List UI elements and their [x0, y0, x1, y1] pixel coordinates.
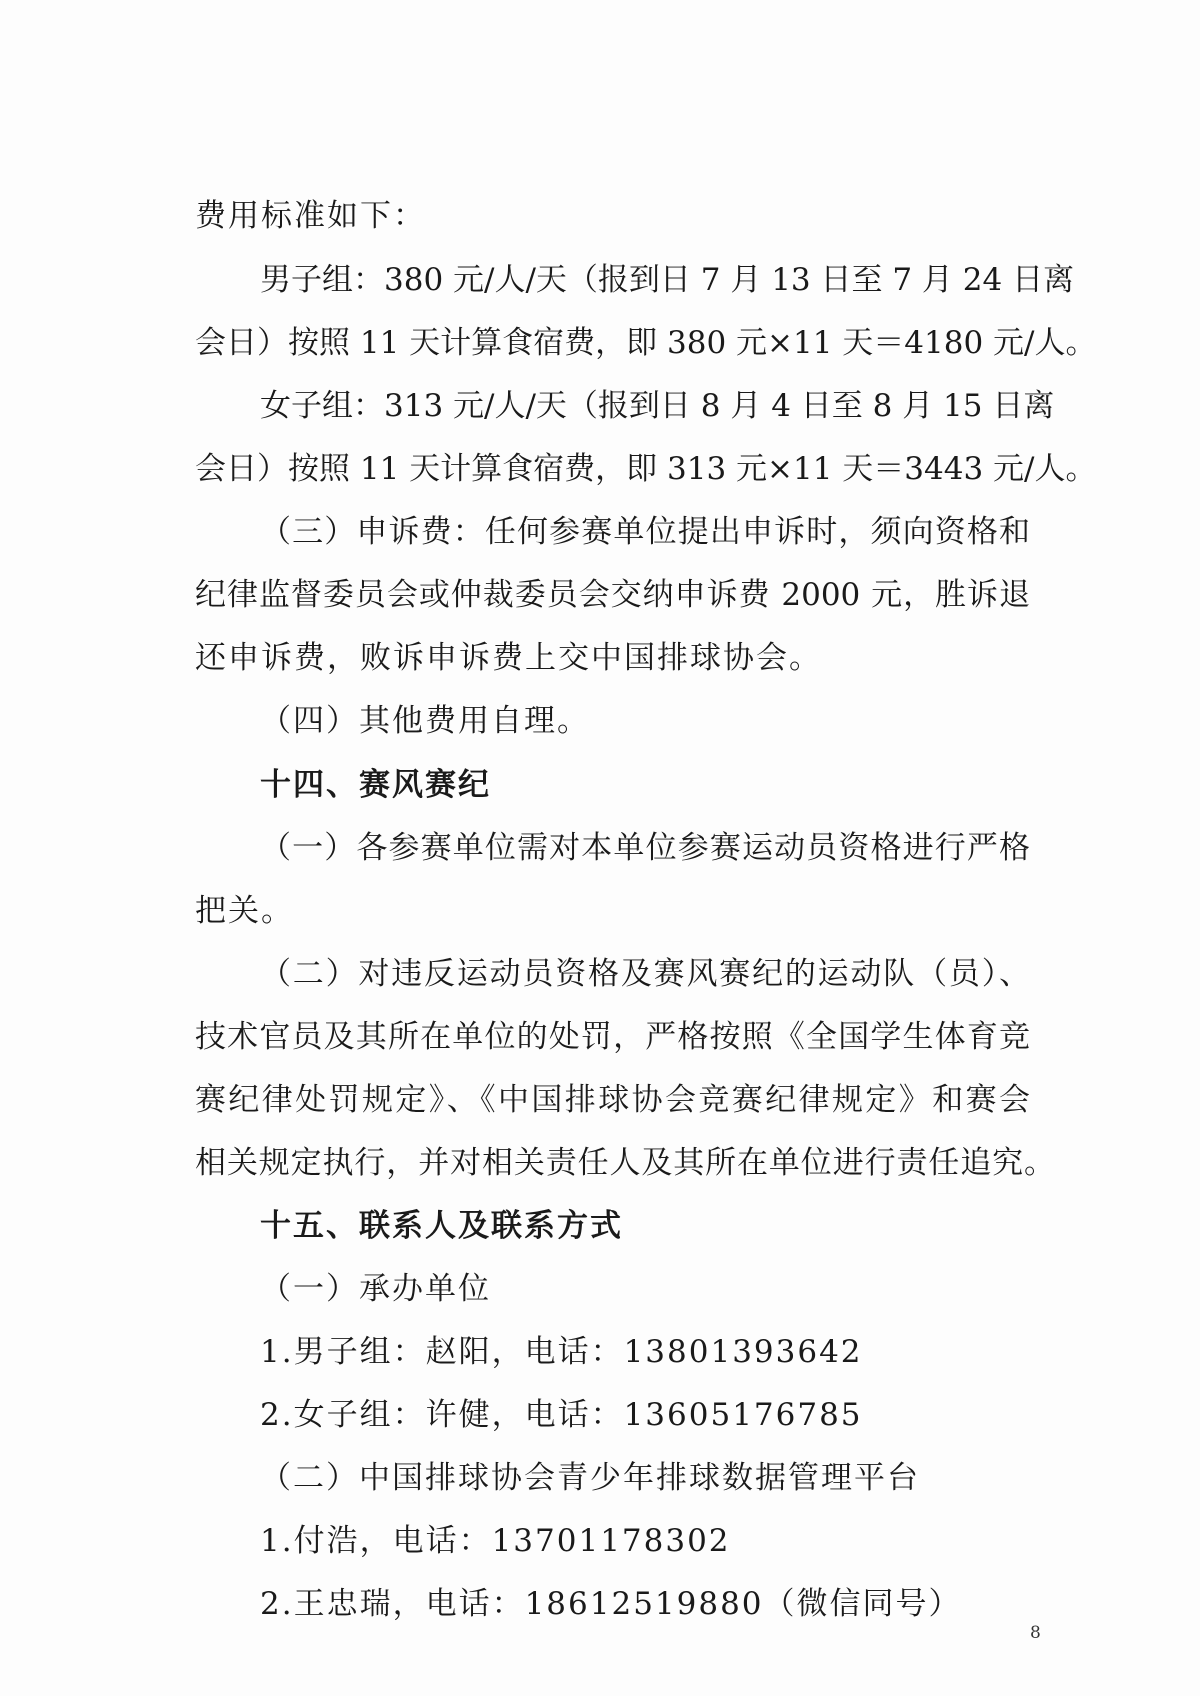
section-14-item-2-line-1: （二）对违反运动员资格及赛风赛纪的运动队（员）、	[260, 956, 1030, 992]
men-fee-line-1: 男子组：380 元/人/天（报到日 7 月 13 日至 7 月 24 日离	[260, 262, 1075, 298]
fee-standard-intro: 费用标准如下：	[195, 198, 426, 234]
platform-contact-2: 2.王忠瑞，电话：18612519880（微信同号）	[260, 1586, 962, 1622]
appeal-fee-line-3: 还申诉费，败诉申诉费上交中国排球协会。	[195, 640, 822, 676]
women-fee-line-2: 会日）按照 11 天计算食宿费，即 313 元×11 天＝3443 元/人。	[195, 451, 1097, 487]
section-14-item-2-line-4: 相关规定执行，并对相关责任人及其所在单位进行责任追究。	[195, 1145, 1055, 1181]
women-fee-line-1: 女子组：313 元/人/天（报到日 8 月 4 日至 8 月 15 日离	[260, 388, 1055, 424]
platform-contact-1: 1.付浩，电话：13701178302	[260, 1523, 731, 1559]
host-contact-men: 1.男子组：赵阳，电话：13801393642	[260, 1334, 863, 1370]
section-14-heading: 十四、赛风赛纪	[260, 767, 491, 803]
section-15-heading: 十五、联系人及联系方式	[260, 1208, 623, 1244]
men-fee-line-2: 会日）按照 11 天计算食宿费，即 380 元×11 天＝4180 元/人。	[195, 325, 1097, 361]
host-unit-title: （一）承办单位	[260, 1271, 491, 1307]
host-contact-women: 2.女子组：许健，电话：13605176785	[260, 1397, 863, 1433]
platform-title: （二）中国排球协会青少年排球数据管理平台	[260, 1460, 920, 1496]
appeal-fee-line-1: （三）申诉费：任何参赛单位提出申诉时，须向资格和	[260, 514, 1030, 550]
section-14-item-2-line-3: 赛纪律处罚规定》、《中国排球协会竞赛纪律规定》和赛会	[195, 1082, 1030, 1118]
page-number: 8	[1030, 1623, 1041, 1643]
section-14-item-2-line-2: 技术官员及其所在单位的处罚，严格按照《全国学生体育竞	[195, 1019, 1030, 1055]
section-14-item-1-line-2: 把关。	[195, 893, 294, 929]
other-fees-line: （四）其他费用自理。	[260, 703, 590, 739]
section-14-item-1-line-1: （一）各参赛单位需对本单位参赛运动员资格进行严格	[260, 830, 1030, 866]
appeal-fee-line-2: 纪律监督委员会或仲裁委员会交纳申诉费 2000 元，胜诉退	[195, 577, 1030, 613]
